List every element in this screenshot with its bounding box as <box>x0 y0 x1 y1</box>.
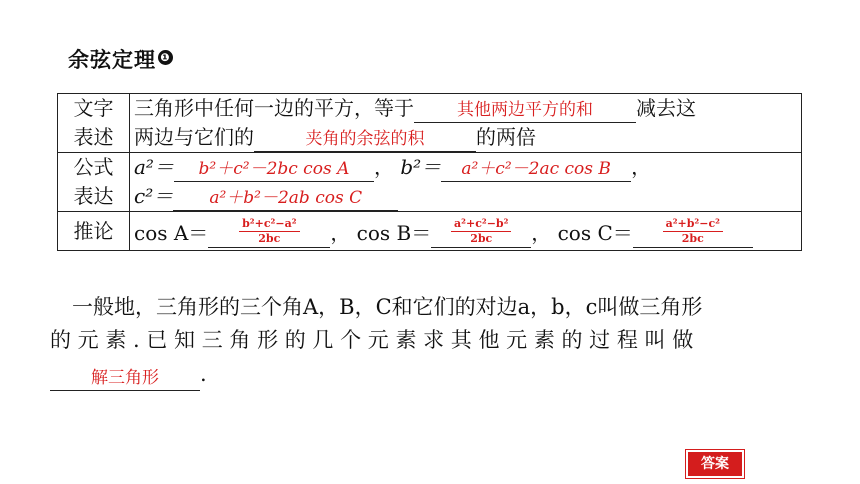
statement-text: 两边与它们的 <box>134 125 254 149</box>
statement-text: 减去这 <box>636 96 696 120</box>
answer-button[interactable]: 答案 <box>686 450 744 478</box>
row-label-corollary <box>58 212 130 251</box>
fraction-denominator: 2bc <box>681 232 704 245</box>
row-label-formula <box>58 153 130 212</box>
blank-fill-c2: a²＋b²－2ab cos C <box>173 186 398 211</box>
blank-fill-cosC <box>633 216 753 248</box>
paragraph-line: 的 元 素 . 已 知 三 角 形 的 几 个 元 素 求 其 他 元 素 的 过 程 叫 做 <box>50 328 694 352</box>
fraction-numerator: a²+c²−b² <box>451 217 511 232</box>
separator: ， <box>531 221 552 245</box>
blank-fill-a2: b²＋c²－2bc cos A <box>174 157 374 182</box>
fraction-denominator: 2bc <box>258 232 281 245</box>
heading-title: 余弦定理 <box>68 48 156 72</box>
statement-text: 的两倍 <box>476 125 536 149</box>
blank-fill-sum: 其他两边平方的和 <box>414 98 636 123</box>
separator: ， <box>330 221 351 245</box>
label-line: 文字 <box>73 96 114 120</box>
corollary-cell <box>130 212 802 251</box>
fraction-numerator: a²+b²−c² <box>663 217 723 232</box>
fraction-cosC <box>663 217 723 246</box>
table-row <box>58 212 802 251</box>
row-label-text <box>58 94 130 153</box>
table-row <box>58 94 802 153</box>
blank-fill-cosB <box>431 216 531 248</box>
formula-prefix: cos B＝ <box>356 221 432 245</box>
blank-fill-solve: 解三角形 <box>50 366 200 391</box>
statement-text: 三角形中任何一边的平方，等于 <box>134 96 414 120</box>
fraction-denominator: 2bc <box>470 232 493 245</box>
paragraph-line: 一般地，三角形的三个角A，B，C和它们的对边a，b，c叫做三角形 <box>72 295 703 319</box>
formula-prefix: cos C＝ <box>557 221 633 245</box>
label-line: 推论 <box>73 218 114 243</box>
fraction-cosB <box>451 217 511 246</box>
blank-fill-b2: a²＋c²－2ac cos B <box>441 157 631 182</box>
blank-fill-product: 夹角的余弦的积 <box>254 127 476 152</box>
separator: ， <box>373 155 394 179</box>
period: . <box>200 362 207 386</box>
separator: ， <box>631 155 652 179</box>
fraction-cosA <box>239 217 299 246</box>
formula-prefix: b²＝ <box>400 155 442 179</box>
label-line: 表达 <box>73 184 114 208</box>
table-row <box>58 153 802 212</box>
law-of-cosines-table <box>57 93 802 251</box>
label-line: 表述 <box>73 125 114 149</box>
paragraph-last-line <box>50 358 810 391</box>
blank-fill-cosA <box>208 216 330 248</box>
formula-prefix: c²＝ <box>134 184 174 208</box>
section-heading <box>68 44 173 74</box>
formula-prefix: cos A＝ <box>134 221 209 245</box>
formula-prefix: a²＝ <box>134 155 174 179</box>
fraction-numerator: b²+c²−a² <box>239 217 299 232</box>
label-line: 公式 <box>73 155 114 179</box>
text-statement-cell <box>130 94 802 153</box>
marker-one-icon: ❶ <box>158 50 173 65</box>
formula-cell <box>130 153 802 212</box>
